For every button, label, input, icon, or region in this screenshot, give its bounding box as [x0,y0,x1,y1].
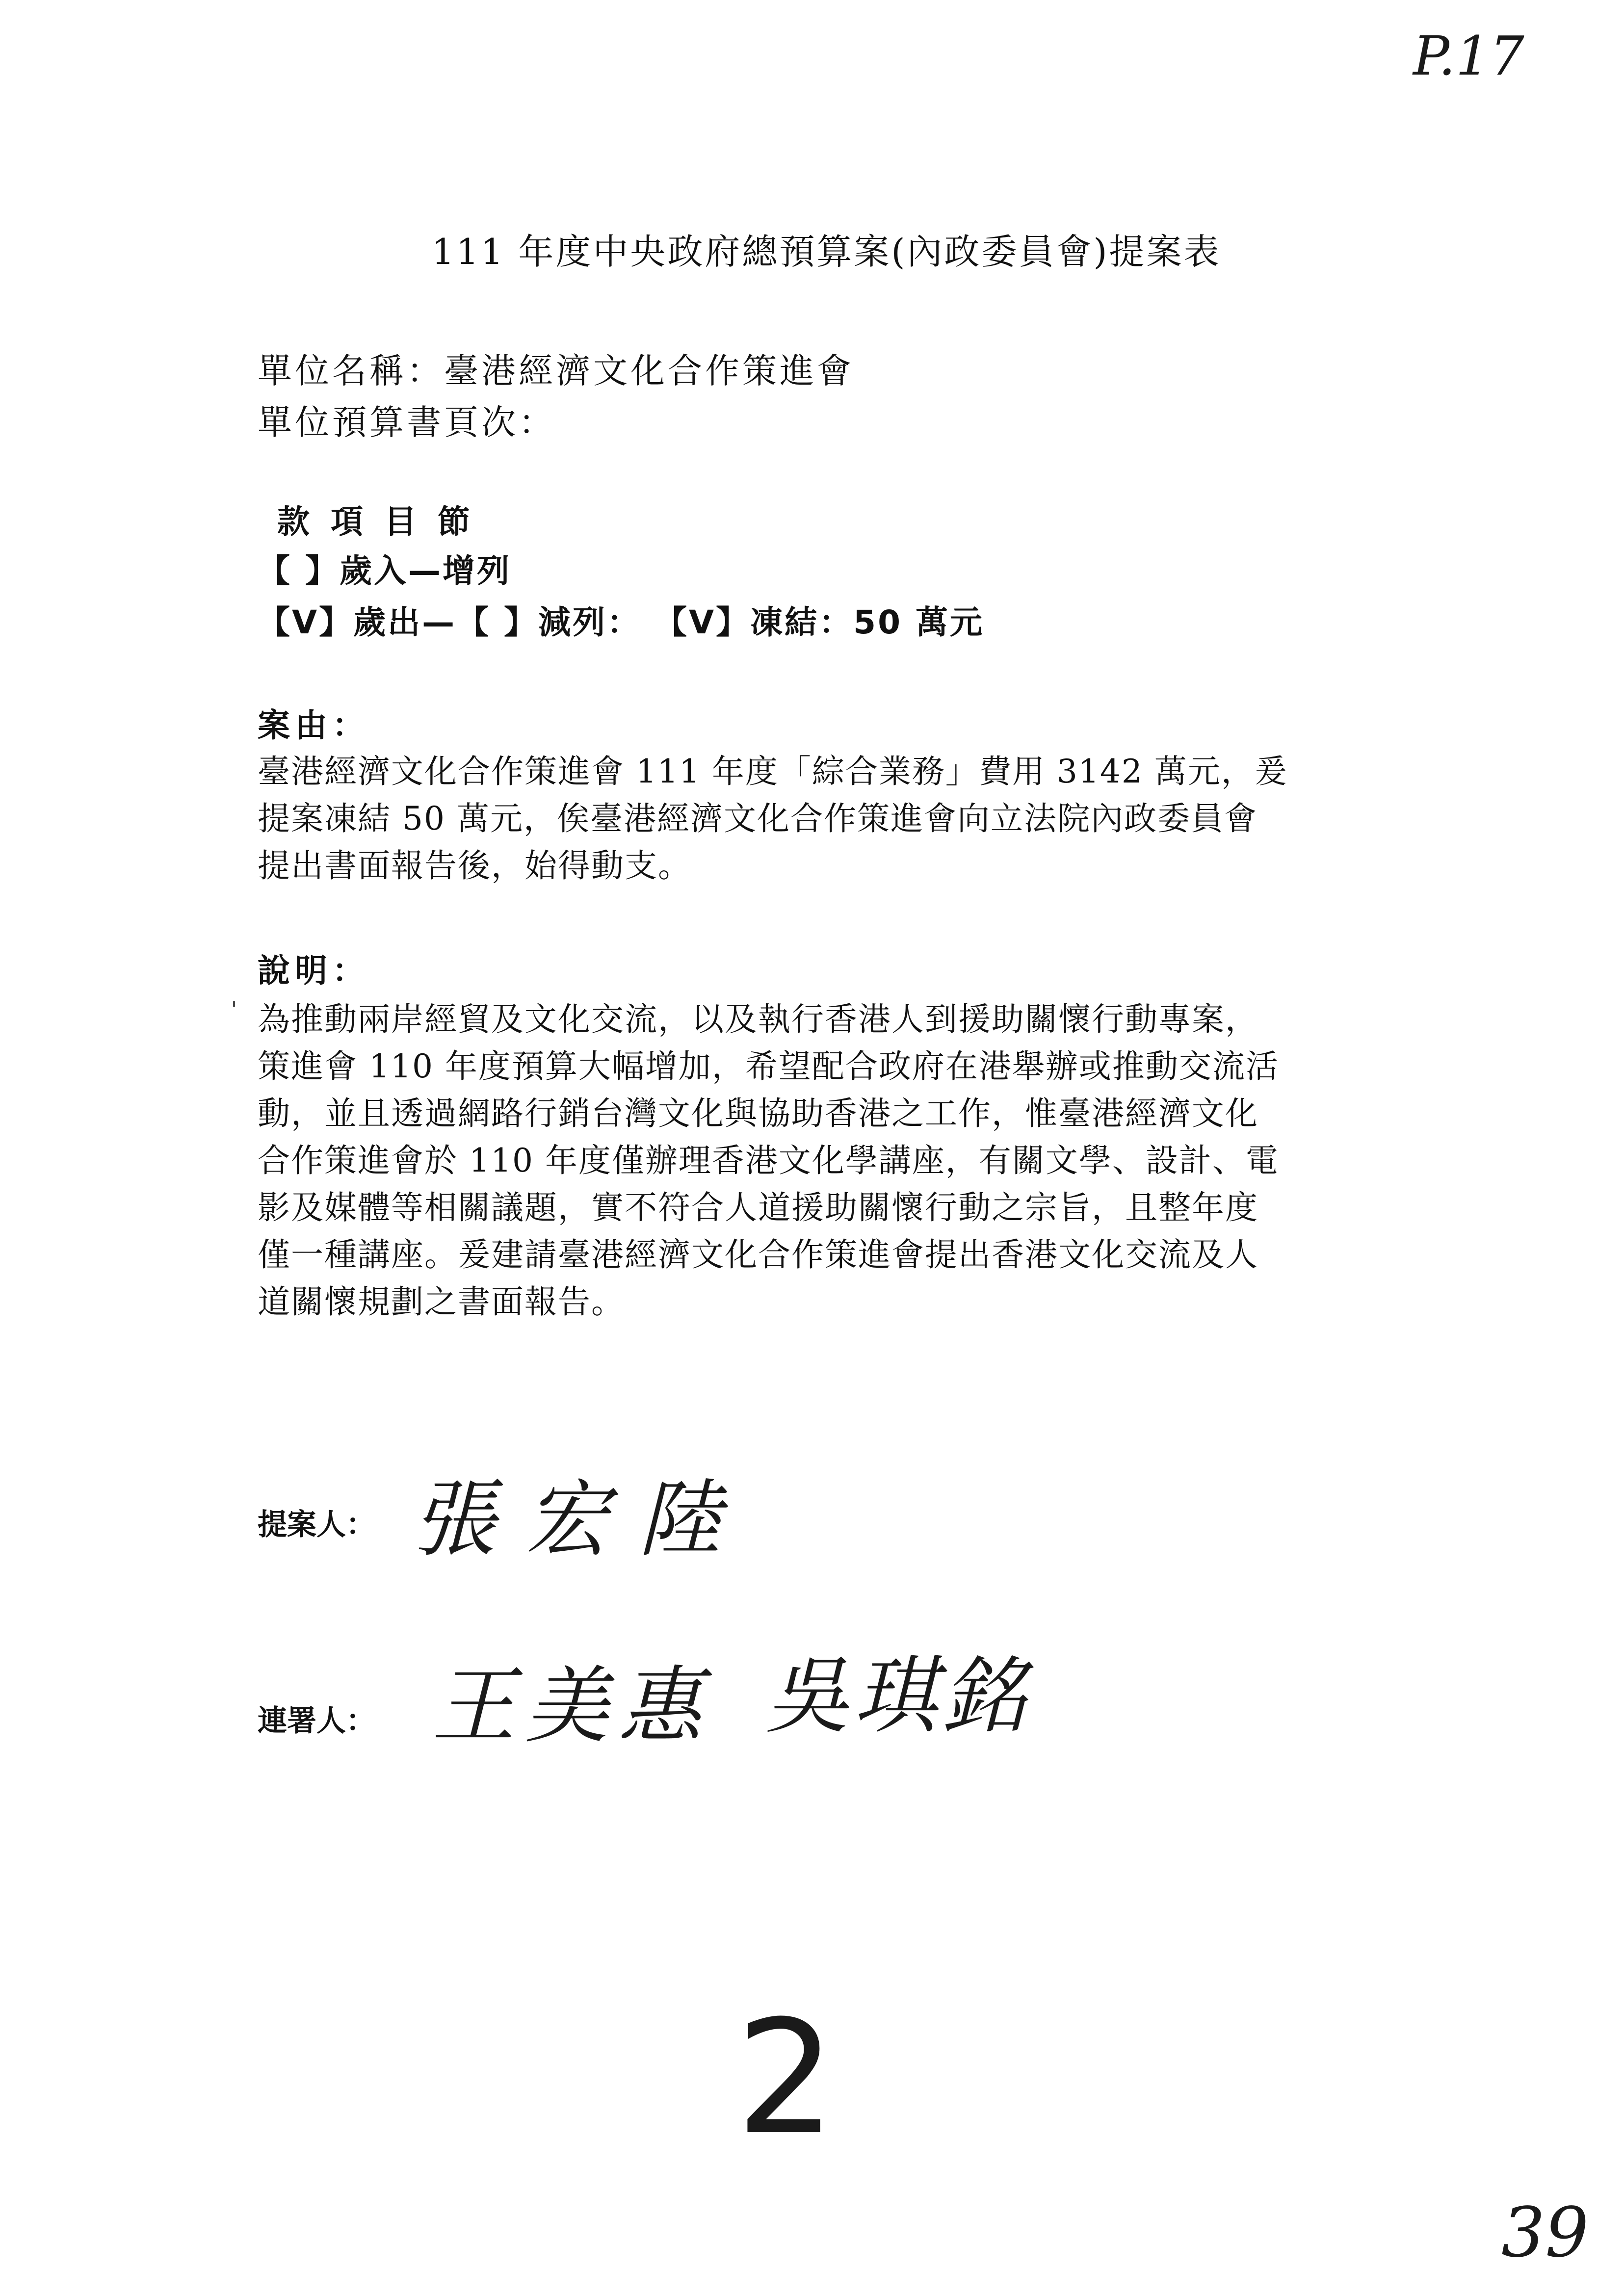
explanation-line: 僅一種講座。爰建請臺港經濟文化合作策進會提出香港文化交流及人 [258,1236,1258,1274]
reason-line: 提案凍結 50 萬元，俟臺港經濟文化合作策進會向立法院內政委員會 [258,800,1257,837]
explanation-line: 合作策進會於 110 年度僅辦理香港文化學講座，有關文學、設計、電 [258,1142,1279,1179]
proposer-label: 提案人： [258,1508,375,1542]
corner-page-reference: P.17 [1413,25,1524,87]
explanation-line: 影及媒體等相關議題，實不符合人道援助關懷行動之宗旨，且整年度 [258,1189,1258,1226]
explanation-line: 道關懷規劃之書面報告。 [258,1283,625,1321]
budget-page-label: 單位預算書頁次： [258,402,556,443]
bottom-page-number: 39 [1501,2193,1589,2273]
freeze-checkbox: 【V】 [655,603,751,641]
unit-name-label: 單位名稱： [258,351,444,391]
freeze-amount: 凍結：50 萬元 [750,603,984,641]
cosigner-signature: 王美惠 [432,1658,712,1755]
reduce-label: 減列： [538,603,642,641]
expenditure-line [258,596,984,643]
explanation-line: 為推動兩岸經貿及文化交流，以及執行香港人到援助關懷行動專案， [258,1000,1258,1038]
handwritten-number: 2 [736,1987,836,2169]
explanation-line: 動，並且透過網路行銷台灣文化與協助香港之工作，惟臺港經濟文化 [258,1095,1258,1132]
expenditure-label: 歲出— [353,603,457,641]
margin-mark: ˌ [231,981,237,1010]
section-header: 款 項 目 節 [277,503,475,541]
reduce-checkbox: 【 】 [456,603,539,641]
reason-paragraph [258,748,1425,889]
document-title: 111 年度中央政府總預算案(內政委員會)提案表 [432,231,1221,272]
explanation-line: 策進會 110 年度預算大幅增加，希望配合政府在港舉辦或推動交流活 [258,1047,1279,1085]
proposer-signature: 張宏陸 [412,1471,751,1568]
reason-line: 臺港經濟文化合作策進會 111 年度「綜合業務」費用 3142 萬元，爰 [258,753,1288,790]
explanation-label: 說明： [258,952,369,990]
explanation-paragraph [258,996,1425,1326]
cosigner-signature: 吳琪銘 [765,1648,1031,1745]
unit-name-row [258,343,854,393]
revenue-line: 【 】歲入—增列 [258,552,511,590]
reason-label: 案由： [258,706,369,744]
cosigner-label: 連署人： [258,1704,375,1738]
unit-name-value: 臺港經濟文化合作策進會 [444,351,854,391]
expenditure-checkbox: 【V】 [258,603,354,641]
reason-line: 提出書面報告後，始得動支。 [258,847,691,885]
